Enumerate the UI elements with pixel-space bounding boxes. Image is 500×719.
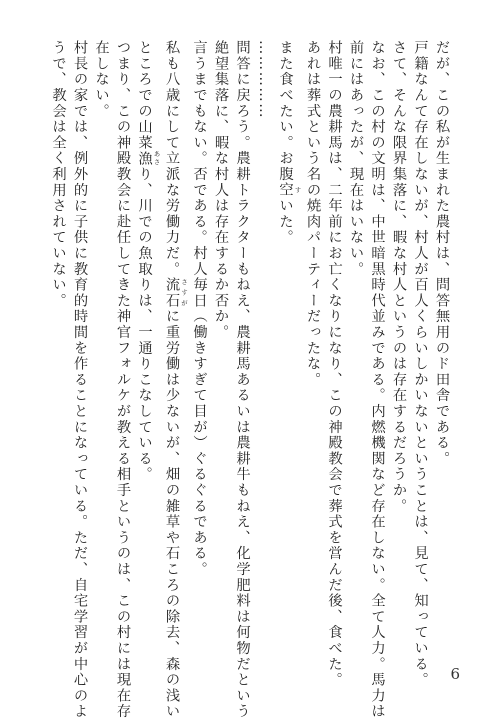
text-line: さて、そんな限界集落に、暇な村人というのは存在するだろうか。 <box>391 40 407 514</box>
text-line: つまり、この神殿教会に赴任してきた神官フォルケが教える相手というのは、この村には現在存 <box>115 40 131 719</box>
text-line: 問答に戻ろう。農耕トラクターもねえ、農耕馬あるいは農耕牛もねえ、化学肥料は何物だという <box>234 40 251 719</box>
text-line: 在しない。 <box>93 40 110 119</box>
text-line-with-ruby: また食べたい。お腹空 すいた。 <box>277 40 302 246</box>
text-line: だが、この私が生まれた農村は、問答無用のド田舎である。 <box>434 40 450 467</box>
text-line: 前にはあったが、現在はいない。 <box>348 40 364 277</box>
text-line: うで、教会は全く利用されていない。 <box>50 40 67 309</box>
vertical-text-body <box>32 40 452 719</box>
text-line-with-ruby: 私も八歳にして立派な労働力だ。流石 さすがに重労働は少ないが、畑の雑草や石ころの除去、森の浅い <box>164 40 188 719</box>
ellipsis-line: …………… <box>256 40 272 119</box>
text-line: 村唯一の農耕馬は、二年前にお亡くなりになり、この神殿教会で葬式を営んだ後、食べた。 <box>326 40 343 688</box>
text-line: なお、この村の文明は、中世暗黒時代並みである。内燃機関など存在しない。全て人力。馬力は <box>369 40 386 719</box>
furigana-ruby: 流石 さすが <box>164 277 188 309</box>
furigana-ruby: 空 す <box>277 182 302 199</box>
text-line: 村長の家では、例外的に子供に教育的時間を作ることになっている。ただ、自宅学習が中心のよ <box>72 40 88 719</box>
text-line: あれは葬式という名の焼肉パーティーだったな。 <box>305 40 321 388</box>
text-line: 戸籍なんて存在しないが、村人が百人くらいしかいないということは、見て、知っている。 <box>412 40 429 688</box>
text-line: 言うまでもない。否である。村人毎日（働きすぎて目が）ぐるぐるである。 <box>191 40 208 578</box>
furigana-ruby: 漁 あさ <box>136 150 161 167</box>
text-line-with-ruby: ところでの山菜漁 あさり、川での魚取りは、一通りこなしている。 <box>136 40 161 483</box>
page-number: 6 <box>450 665 460 683</box>
text-line: 絶望集落に、暇な村人は存在するか否か。 <box>213 40 229 341</box>
